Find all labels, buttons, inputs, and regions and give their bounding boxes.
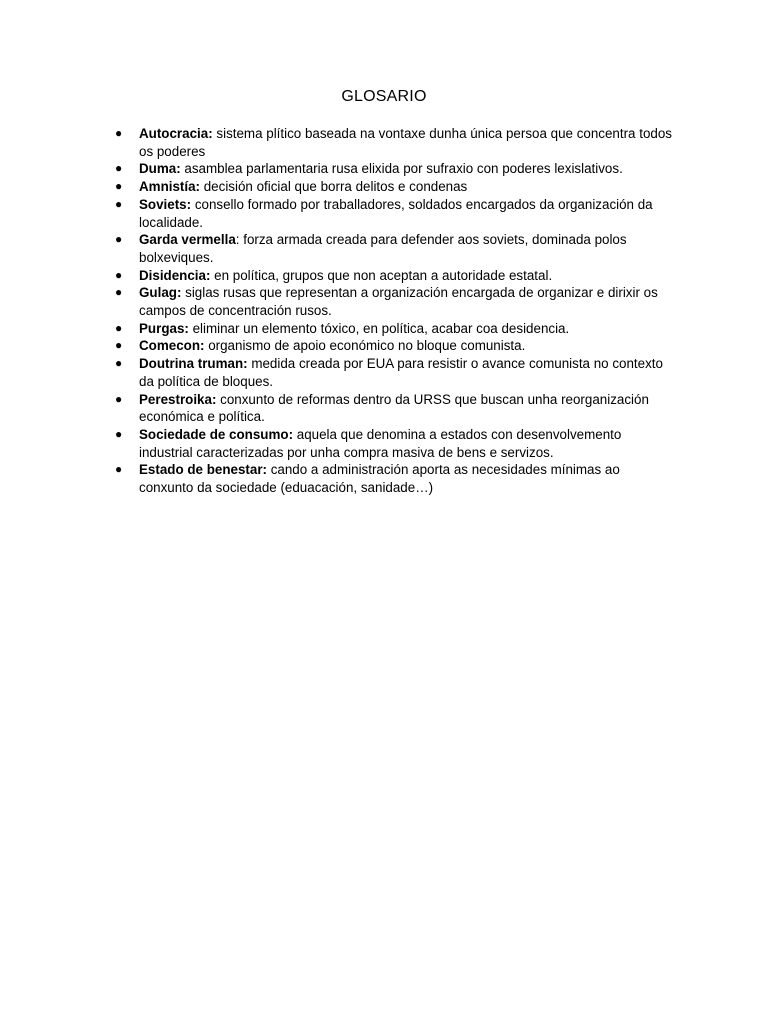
- glossary-definition: en política, grupos que non aceptan a autoridade estatal.: [210, 267, 553, 283]
- glossary-definition: siglas rusas que representan a organización encargada de organizar e dirixir os campos de concentración rusos.: [139, 285, 658, 319]
- bullet-icon: ●: [115, 161, 123, 176]
- glossary-term: Sociedade de consumo:: [139, 426, 294, 442]
- glossary-definition: medida creada por EUA para resistir o avance comunista no contexto da política de bloques.: [139, 356, 663, 389]
- bullet-icon: ●: [115, 196, 123, 211]
- bullet-icon: ●: [115, 391, 123, 406]
- bullet-icon: ●: [115, 426, 123, 441]
- glossary-term: Duma:: [139, 161, 181, 177]
- glossary-entry: [115, 461, 675, 496]
- glossary-entry: [115, 267, 675, 285]
- glossary-entry: [115, 320, 675, 338]
- glossary-entry: [115, 391, 675, 426]
- bullet-icon: ●: [115, 462, 123, 477]
- glossary-definition: decisión oficial que borra delitos e condenas: [200, 179, 468, 195]
- glossary-term: Gulag:: [139, 285, 182, 301]
- glossary-definition: conxunto de reformas dentro da URSS que buscan unha reorganización económica e política.: [139, 391, 649, 425]
- glossary-term: Comecon:: [139, 338, 205, 354]
- glossary-definition: asamblea parlamentaria rusa elixida por sufraxio con poderes lexislativos.: [180, 161, 623, 177]
- page-title: GLOSARIO: [341, 88, 427, 105]
- glossary-term: Purgas:: [139, 320, 189, 336]
- glossary-entry: [115, 178, 675, 196]
- glossary-term: Amnistía:: [139, 179, 201, 195]
- bullet-icon: ●: [115, 126, 123, 140]
- glossary-definition: organismo de apoio económico no bloque comunista.: [204, 338, 526, 354]
- glossary-term: Estado de benestar:: [139, 462, 267, 478]
- glossary-entry: [115, 125, 675, 160]
- glossary-definition: cando a administración aporta as necesidades mínimas ao conxunto da sociedade (eduacación, sanidade…): [139, 462, 620, 496]
- glossary-definition: sistema plítico baseada na vontaxe dunha única persoa que concentra todos os poderes: [139, 126, 672, 159]
- bullet-icon: ●: [115, 232, 123, 247]
- glossary-definition: : forza armada creada para defender aos soviets, dominada polos bolxeviques.: [139, 232, 627, 265]
- glossary-definition: eliminar un elemento tóxico, en política, acabar coa desidencia.: [188, 320, 570, 336]
- glossary-entry: [115, 160, 675, 178]
- glossary-entry: [115, 337, 675, 355]
- glossary-definition: aquela que denomina a estados con desenvolvemento industrial caracterizadas por unha compra masiva de bens e servizos.: [139, 426, 622, 460]
- glossary-term: Garda vermella: [139, 232, 236, 248]
- bullet-icon: ●: [115, 179, 123, 194]
- bullet-icon: ●: [115, 267, 123, 282]
- glossary-term: Soviets:: [139, 196, 192, 212]
- glossary-term: Perestroika:: [139, 391, 217, 407]
- glossary-definition: consello formado por traballadores, soldados encargados da organización da localidade.: [139, 196, 653, 230]
- glossary-entry: [115, 426, 675, 461]
- bullet-icon: ●: [115, 320, 123, 335]
- bullet-icon: ●: [115, 338, 123, 353]
- glossary-term: Doutrina truman:: [139, 356, 248, 372]
- glossary-entry: [115, 284, 675, 319]
- glossary-term: Autocracia:: [139, 126, 213, 141]
- glossary-entry: [115, 231, 675, 266]
- glossary-entry: [115, 196, 675, 231]
- bullet-icon: ●: [115, 285, 123, 300]
- glossary-list: [115, 125, 675, 497]
- glossary-term: Disidencia:: [139, 267, 211, 283]
- glossary-entry: [115, 355, 675, 390]
- bullet-icon: ●: [115, 356, 123, 371]
